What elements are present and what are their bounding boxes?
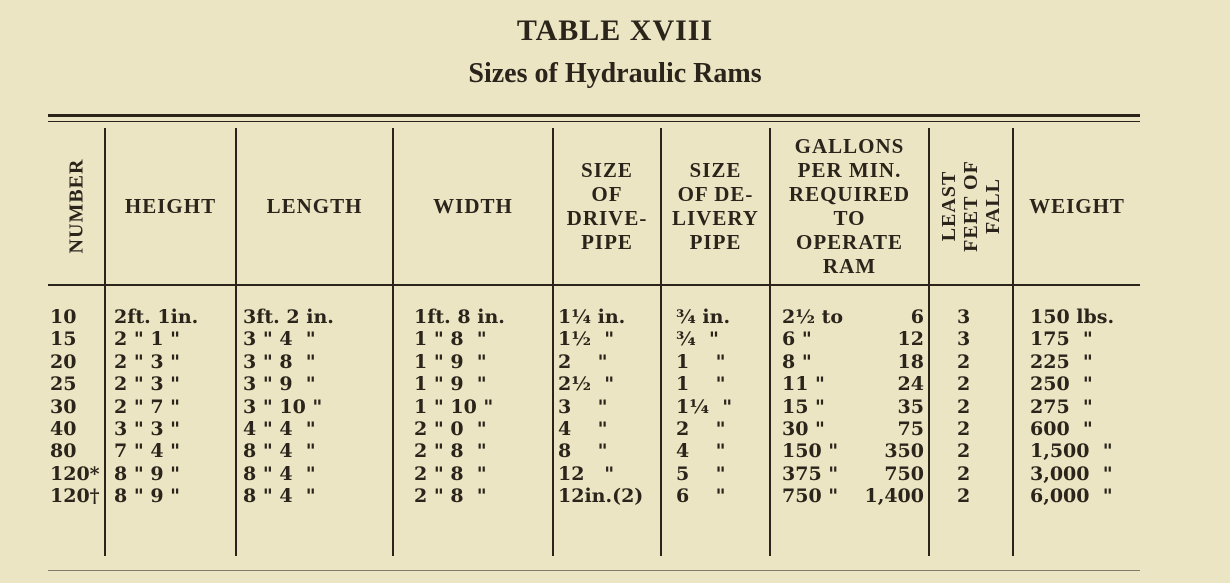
header-width: WIDTH [433,194,513,218]
table-cell: 3ft. 2 in. [243,306,334,328]
gpm-to-column [860,306,924,508]
table-cell: 2 [957,350,971,373]
table-cell: 2½ " [558,373,615,396]
number-column [50,306,100,508]
table-cell: 8 " 9 " [114,462,181,485]
table-cell: 2 " 0 " [414,417,487,440]
table-cell: 24 [897,373,924,396]
table-cell: ¾ " [676,328,719,351]
table-cell: 4 " [558,417,608,440]
table-cell: 2 [957,462,971,485]
header-least-fall-line: FEET OF [960,160,982,252]
header-number-text: NUMBER [65,158,88,254]
height-column [114,306,198,508]
table-cell: 30 " [782,417,825,440]
table-cell: 1 " [676,350,726,373]
header-drive-pipe-line: SIZE [581,158,633,182]
table-cell: 350 [884,440,924,463]
table-cell: 120† [50,485,100,508]
top-rule-thick [48,114,1140,117]
header-drive-pipe-line: DRIVE- [566,206,648,230]
table-cell: 2 " 8 " [414,485,487,508]
table-cell: 10 [50,306,77,328]
table-cell: 2 [957,395,971,418]
table-cell: 2 [957,417,971,440]
table-cell: 2 " 3 " [114,373,181,396]
table-cell: 6 [910,306,924,328]
header-delivery-pipe-line: PIPE [689,230,742,254]
header-delivery-pipe-line: OF DE- [677,182,754,206]
table-cell: 8 " 4 " [243,462,316,485]
header-length: LENGTH [266,194,363,218]
header-delivery-pipe [662,128,769,284]
table-cell: 1 " 9 " [414,350,487,373]
table-cell: 1¼ in. [558,306,626,328]
table-cell: 6 " [676,485,726,508]
width-column [414,306,505,508]
table-cell: 4 " [676,440,726,463]
table-cell: 8 " 4 " [243,485,316,508]
table-cell: 12in.(2) [558,485,644,508]
table-cell: 2 " [676,417,726,440]
table-cell: 40 [50,417,77,440]
header-gallons-line: RAM [822,254,877,278]
table-subtitle: Sizes of Hydraulic Rams [468,58,762,89]
delivery-pipe-column [676,306,732,508]
table-cell: 2 [957,440,971,463]
table-cell: 8 " [558,440,608,463]
header-gallons-line: OPERATE [796,230,903,254]
table-cell: 3 " [558,395,608,418]
table-cell: 2 " 3 " [114,350,181,373]
table-cell: 3,000 " [1030,462,1113,485]
header-gallons-line: GALLONS [794,134,905,158]
header-gallons-line: TO [833,206,866,230]
table-cell: 750 [884,462,924,485]
gpm-from-column [782,306,843,508]
table-cell: 2 [957,373,971,396]
table-cell: 150 lbs. [1030,306,1115,328]
table-cell: 75 [897,417,924,440]
table-cell: 1 " 10 " [414,395,494,418]
table-title: TABLE XVIII [516,14,714,47]
table-cell: 4 " 4 " [243,417,316,440]
table-cell: 15 [50,328,77,351]
table-cell: 30 [50,395,77,418]
table-cell: 2 " [558,350,608,373]
table-cell: 175 " [1030,328,1093,351]
table-cell: 12 " [558,462,615,485]
table-cell: 1½ " [558,328,615,351]
header-drive-pipe-line: OF [591,182,623,206]
header-gallons [771,128,928,284]
table-cell: 3 " 3 " [114,417,181,440]
table-cell: 3 [957,328,971,351]
table-cell: 2 " 8 " [414,440,487,463]
table-cell: 7 " 4 " [114,440,181,463]
weight-column [1030,306,1114,508]
table-cell: 2 " 1 " [114,328,181,351]
length-column [243,306,334,508]
table-cell: 6,000 " [1030,485,1113,508]
table-cell: 25 [50,373,77,396]
table-cell: 275 " [1030,395,1093,418]
table-cell: 3 [957,306,971,328]
table-cell: 1,500 " [1030,440,1113,463]
table-cell: 120* [50,462,100,485]
table-cell: 8 " 4 " [243,440,316,463]
drive-pipe-column [558,306,643,508]
table-cell: 2½ to [782,306,844,328]
table-cell: 1ft. 8 in. [414,306,505,328]
header-weight: WEIGHT [1029,194,1125,218]
table-cell: 12 [897,328,924,351]
table-cell: 2 " 8 " [414,462,487,485]
header-gallons-line: REQUIRED [788,182,911,206]
table-cell: 80 [50,440,77,463]
table-cell: 15 " [782,395,825,418]
top-rule-thin [48,121,1140,122]
header-number [48,128,104,284]
table-cell: 11 " [782,373,825,396]
header-rule [48,284,1140,286]
header-least-fall [930,128,1012,284]
table-cell: 750 " [782,485,839,508]
table-cell: ¾ in. [676,306,731,328]
header-least-fall-line: LEAST [938,170,960,242]
table-cell: 150 " [782,440,839,463]
table-cell: 1,400 [864,485,924,508]
table-cell: 35 [897,395,924,418]
table-cell: 18 [897,350,924,373]
table-cell: 20 [50,350,77,373]
table-cell: 1 " [676,373,726,396]
table-cell: 8 " 9 " [114,485,181,508]
table-cell: 3 " 10 " [243,395,323,418]
table-cell: 2 " 7 " [114,395,181,418]
table-cell: 6 " [782,328,812,351]
table-cell: 3 " 4 " [243,328,316,351]
header-drive-pipe [554,128,660,284]
table-cell: 3 " 8 " [243,350,316,373]
header-delivery-pipe-line: SIZE [689,158,742,182]
table-cell: 375 " [782,462,839,485]
table-cell: 1 " 8 " [414,328,487,351]
table-cell: 250 " [1030,373,1093,396]
table-cell: 1 " 9 " [414,373,487,396]
table-cell: 600 " [1030,417,1093,440]
table-cell: 8 " [782,350,812,373]
table-cell: 1¼ " [676,395,733,418]
table-cell: 2ft. 1in. [114,306,199,328]
bottom-rule [48,570,1140,571]
header-delivery-pipe-line: LIVERY [672,206,759,230]
header-least-fall-line: FALL [982,178,1004,234]
table-cell: 225 " [1030,350,1093,373]
least-fall-column [957,306,970,508]
header-height: HEIGHT [124,194,217,218]
header-drive-pipe-line: PIPE [581,230,633,254]
table-cell: 3 " 9 " [243,373,316,396]
header-gallons-line: PER MIN. [797,158,902,182]
table-cell: 2 [957,485,971,508]
table-cell: 5 " [676,462,726,485]
